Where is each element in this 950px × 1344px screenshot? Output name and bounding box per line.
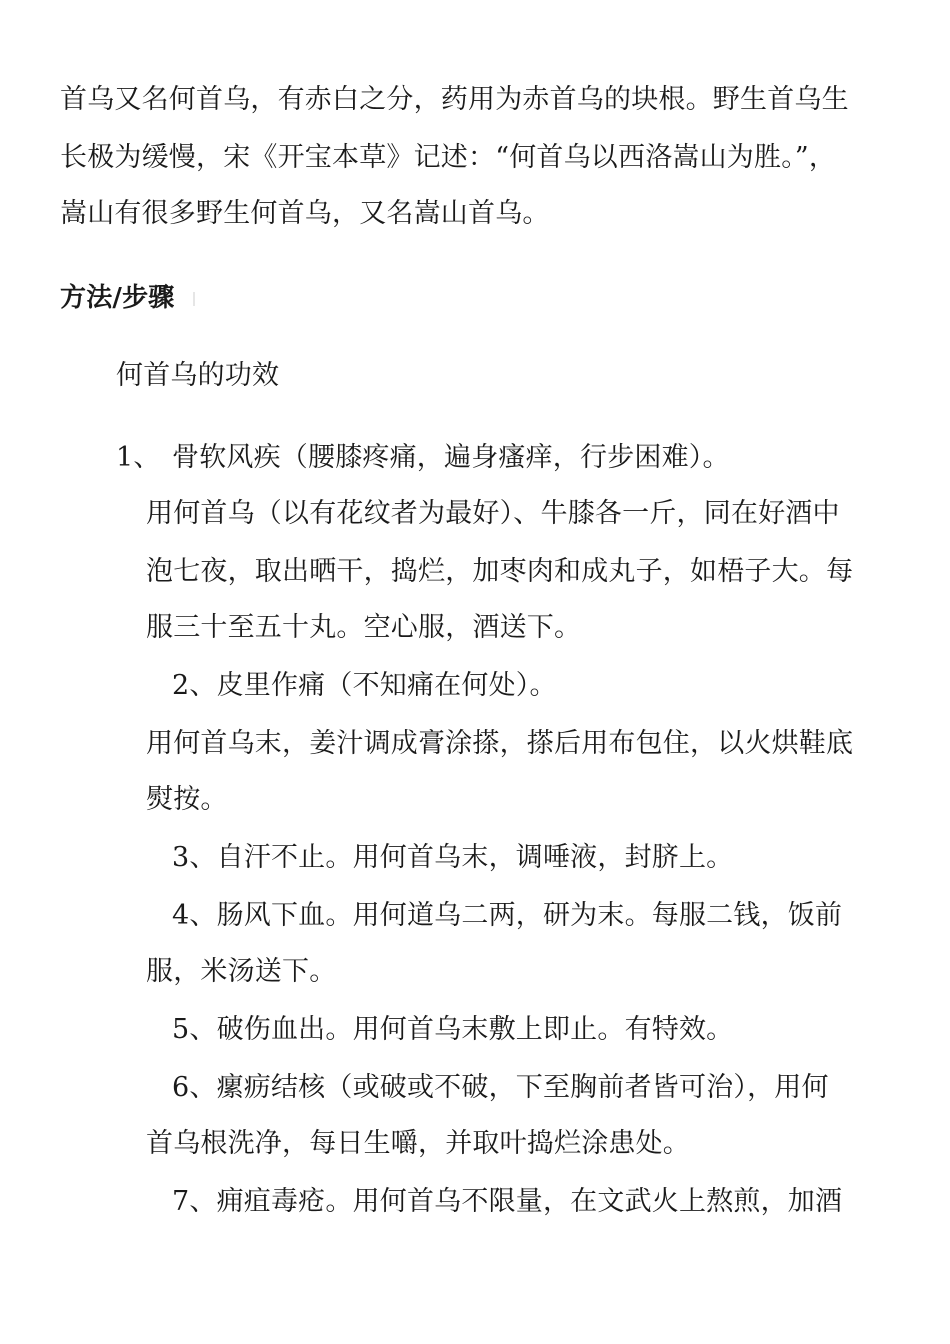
item-1-body-line-3: 服三十至五十丸。空心服，酒送下。: [146, 612, 582, 643]
section-heading-text: 方法/步骤: [60, 283, 175, 313]
item-2-body-line-1: 用何首乌末，姜汁调成膏涂搽，搽后用布包住，以火烘鞋底: [146, 728, 854, 759]
item-6-line-1: 6、瘰疬结核（或破或不破，下至胸前者皆可治），用何: [172, 1072, 829, 1103]
item-5: 5、破伤血出。用何首乌末敷上即止。有特效。: [172, 1014, 734, 1045]
item-7: 7、痈疽毒疮。用何首乌不限量，在文武火上熬煎，加酒: [172, 1186, 843, 1217]
item-2-title: 2、皮里作痛（不知痛在何处）。: [172, 670, 557, 701]
item-1-body-line-2: 泡七夜，取出晒干，捣烂，加枣肉和成丸子，如梧子大。每: [146, 556, 854, 587]
heading-marker: [193, 292, 195, 306]
item-1-number: 1、: [116, 442, 161, 473]
section-heading: [60, 280, 195, 316]
subheading: 何首乌的功效: [116, 360, 280, 391]
item-1-title: 骨软风疾（腰膝疼痛，遍身瘙痒，行步困难）。: [172, 442, 730, 473]
intro-line-3: 嵩山有很多野生何首乌，又名嵩山首乌。: [60, 198, 550, 229]
item-6-line-2: 首乌根洗净，每日生嚼，并取叶捣烂涂患处。: [146, 1128, 690, 1159]
intro-line-1: 首乌又名何首乌，有赤白之分，药用为赤首乌的块根。野生首乌生: [60, 84, 849, 115]
item-2-body-line-2: 熨按。: [146, 784, 228, 815]
item-4-line-1: 4、肠风下血。用何道乌二两，研为末。每服二钱，饭前: [172, 900, 843, 931]
intro-line-2: 长极为缓慢，宋《开宝本草》记述：“何首乌以西洛嵩山为胜。”，: [60, 142, 837, 173]
item-3: 3、自汗不止。用何首乌末，调唾液，封脐上。: [172, 842, 734, 873]
item-4-line-2: 服，米汤送下。: [146, 956, 337, 987]
item-1-body-line-1: 用何首乌（以有花纹者为最好）、牛膝各一斤，同在好酒中: [146, 498, 840, 529]
